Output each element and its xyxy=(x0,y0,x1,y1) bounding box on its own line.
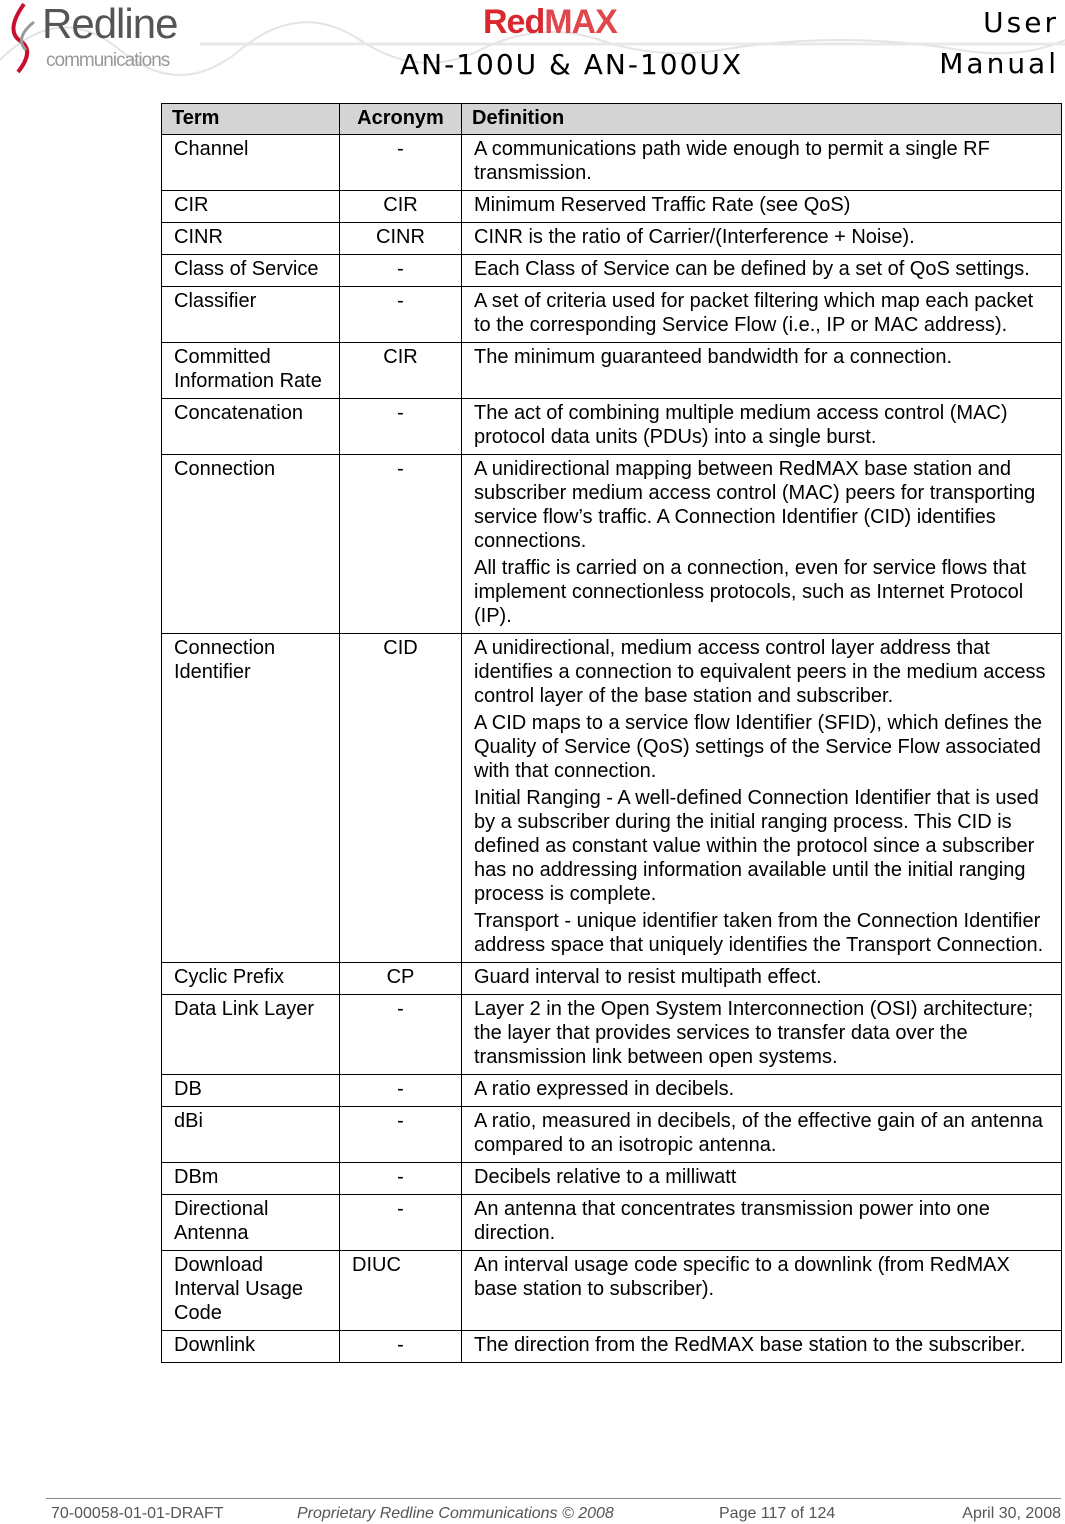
redline-swirl-icon xyxy=(4,2,44,74)
definition-paragraph: A unidirectional, medium access control layer address that identifies a connection to equivalent peers in the medium access control layer of the base station and subscriber. xyxy=(474,637,1046,707)
definition-cell xyxy=(462,455,1062,634)
definition-paragraph: A CID maps to a service flow Identifier (SFID), which defines the Quality of Service (QoS) settings of the Service Flow associated with that connection. xyxy=(474,712,1042,782)
acronym-cell: - xyxy=(340,1107,462,1163)
table-row xyxy=(162,1195,1062,1251)
definition-cell xyxy=(462,223,1062,255)
definition-paragraph: An antenna that concentrates transmission power into one direction. xyxy=(474,1198,990,1244)
term-cell: Directional Antenna xyxy=(162,1195,340,1251)
redline-logo-sub: communications xyxy=(46,50,170,71)
header-definition: Definition xyxy=(462,104,1062,135)
table-row xyxy=(162,455,1062,634)
definition-cell xyxy=(462,1331,1062,1363)
table-row xyxy=(162,287,1062,343)
redline-logo-word: Redline xyxy=(42,0,178,47)
term-cell: Connection Identifier xyxy=(162,634,340,963)
term-cell: CIR xyxy=(162,191,340,223)
table-row xyxy=(162,399,1062,455)
definition-paragraph: The direction from the RedMAX base station to the subscriber. xyxy=(474,1334,1026,1356)
definition-cell xyxy=(462,963,1062,995)
table-row xyxy=(162,223,1062,255)
table-row xyxy=(162,1107,1062,1163)
model-title: AN-100U & AN-100UX xyxy=(400,48,744,81)
table-row xyxy=(162,135,1062,191)
definition-cell xyxy=(462,287,1062,343)
table-row xyxy=(162,1331,1062,1363)
definition-cell xyxy=(462,191,1062,223)
definition-cell xyxy=(462,1107,1062,1163)
definition-paragraph: CINR is the ratio of Carrier/(Interference + Noise). xyxy=(474,226,915,248)
definition-cell xyxy=(462,343,1062,399)
definition-cell xyxy=(462,1075,1062,1107)
table-row xyxy=(162,255,1062,287)
table-row xyxy=(162,1075,1062,1107)
term-cell: Downlink xyxy=(162,1331,340,1363)
redmax-logo: RedMAX xyxy=(483,3,617,41)
definition-paragraph: An interval usage code specific to a downlink (from RedMAX base station to subscriber). xyxy=(474,1254,1010,1300)
acronym-cell: CP xyxy=(340,963,462,995)
term-cell: dBi xyxy=(162,1107,340,1163)
acronym-cell: - xyxy=(340,1331,462,1363)
table-row xyxy=(162,1163,1062,1195)
footer-page-number: Page 117 of 124 xyxy=(719,1505,836,1522)
term-cell: Concatenation xyxy=(162,399,340,455)
term-cell: Committed Information Rate xyxy=(162,343,340,399)
term-cell: DBm xyxy=(162,1163,340,1195)
term-cell: Data Link Layer xyxy=(162,995,340,1075)
term-cell: Cyclic Prefix xyxy=(162,963,340,995)
definition-paragraph: Minimum Reserved Traffic Rate (see QoS) xyxy=(474,194,851,216)
table-row xyxy=(162,963,1062,995)
term-cell: DB xyxy=(162,1075,340,1107)
acronym-cell: CIR xyxy=(340,191,462,223)
acronym-cell: - xyxy=(340,255,462,287)
table-row xyxy=(162,191,1062,223)
redline-logo xyxy=(4,2,219,78)
acronym-cell: CINR xyxy=(340,223,462,255)
glossary-table xyxy=(161,103,1062,1363)
definition-paragraph: Transport - unique identifier taken from the Connection Identifier address space that uniquely identifies the Transport Connection. xyxy=(474,910,1044,956)
definition-paragraph: Layer 2 in the Open System Interconnection (OSI) architecture; the layer that provides services to transfer data over the transmission link between open systems. xyxy=(474,998,1034,1068)
footer-doc-id: 70-00058-01-01-DRAFT xyxy=(51,1505,224,1522)
acronym-cell: DIUC xyxy=(340,1251,462,1331)
term-cell: Channel xyxy=(162,135,340,191)
acronym-cell: CID xyxy=(340,634,462,963)
definition-cell xyxy=(462,995,1062,1075)
acronym-cell: - xyxy=(340,1163,462,1195)
definition-paragraph: A ratio expressed in decibels. xyxy=(474,1078,735,1100)
page-header xyxy=(0,0,1065,90)
footer-date: April 30, 2008 xyxy=(962,1505,1061,1522)
term-cell: Classifier xyxy=(162,287,340,343)
definition-cell xyxy=(462,255,1062,287)
definition-cell xyxy=(462,1163,1062,1195)
definition-paragraph: A unidirectional mapping between RedMAX base station and subscriber medium access control (MAC) peers for transporting service flow’s traffic. A Connection Identifier (CID) identifies connections. xyxy=(474,458,1036,552)
definition-cell xyxy=(462,135,1062,191)
definition-paragraph: Guard interval to resist multipath effect. xyxy=(474,966,822,988)
term-cell: Connection xyxy=(162,455,340,634)
acronym-cell: - xyxy=(340,287,462,343)
acronym-cell: CIR xyxy=(340,343,462,399)
table-row xyxy=(162,634,1062,963)
acronym-cell: - xyxy=(340,135,462,191)
definition-paragraph: The minimum guaranteed bandwidth for a connection. xyxy=(474,346,953,368)
footer-divider xyxy=(46,1498,1061,1499)
header-acronym: Acronym xyxy=(340,104,462,135)
definition-paragraph: A ratio, measured in decibels, of the effective gain of an antenna compared to an isotropic antenna. xyxy=(474,1110,1043,1156)
definition-paragraph: Decibels relative to a milliwatt xyxy=(474,1166,737,1188)
acronym-cell: - xyxy=(340,995,462,1075)
definition-paragraph: Initial Ranging - A well-defined Connection Identifier that is used by a subscriber during the initial ranging process. This CID is defined as constant value within the protocol since a subscriber has no addressing information available until the initial ranging process is complete. xyxy=(474,787,1039,905)
definition-cell xyxy=(462,1251,1062,1331)
footer-copyright: Proprietary Redline Communications © 2008 xyxy=(297,1505,614,1522)
definition-paragraph: A communications path wide enough to permit a single RF transmission. xyxy=(474,138,990,184)
term-cell: Class of Service xyxy=(162,255,340,287)
table-row xyxy=(162,995,1062,1075)
definition-cell xyxy=(462,399,1062,455)
definition-paragraph: The act of combining multiple medium access control (MAC) protocol data units (PDUs) into a single burst. xyxy=(474,402,1008,448)
definition-paragraph: All traffic is carried on a connection, even for service flows that implement connectionless protocols, such as Internet Protocol (IP). xyxy=(474,557,1027,627)
term-cell: CINR xyxy=(162,223,340,255)
acronym-cell: - xyxy=(340,1075,462,1107)
definition-cell xyxy=(462,634,1062,963)
definition-cell xyxy=(462,1195,1062,1251)
acronym-cell: - xyxy=(340,455,462,634)
definition-paragraph: A set of criteria used for packet filtering which map each packet to the corresponding Service Flow (i.e., IP or MAC address). xyxy=(474,290,1034,336)
definition-paragraph: Each Class of Service can be defined by a set of QoS settings. xyxy=(474,258,1030,280)
table-row xyxy=(162,1251,1062,1331)
acronym-cell: - xyxy=(340,1195,462,1251)
table-header-row xyxy=(162,104,1062,135)
table-row xyxy=(162,343,1062,399)
doc-type: User Manual xyxy=(939,6,1059,80)
term-cell: Download Interval Usage Code xyxy=(162,1251,340,1331)
header-term: Term xyxy=(162,104,340,135)
acronym-cell: - xyxy=(340,399,462,455)
